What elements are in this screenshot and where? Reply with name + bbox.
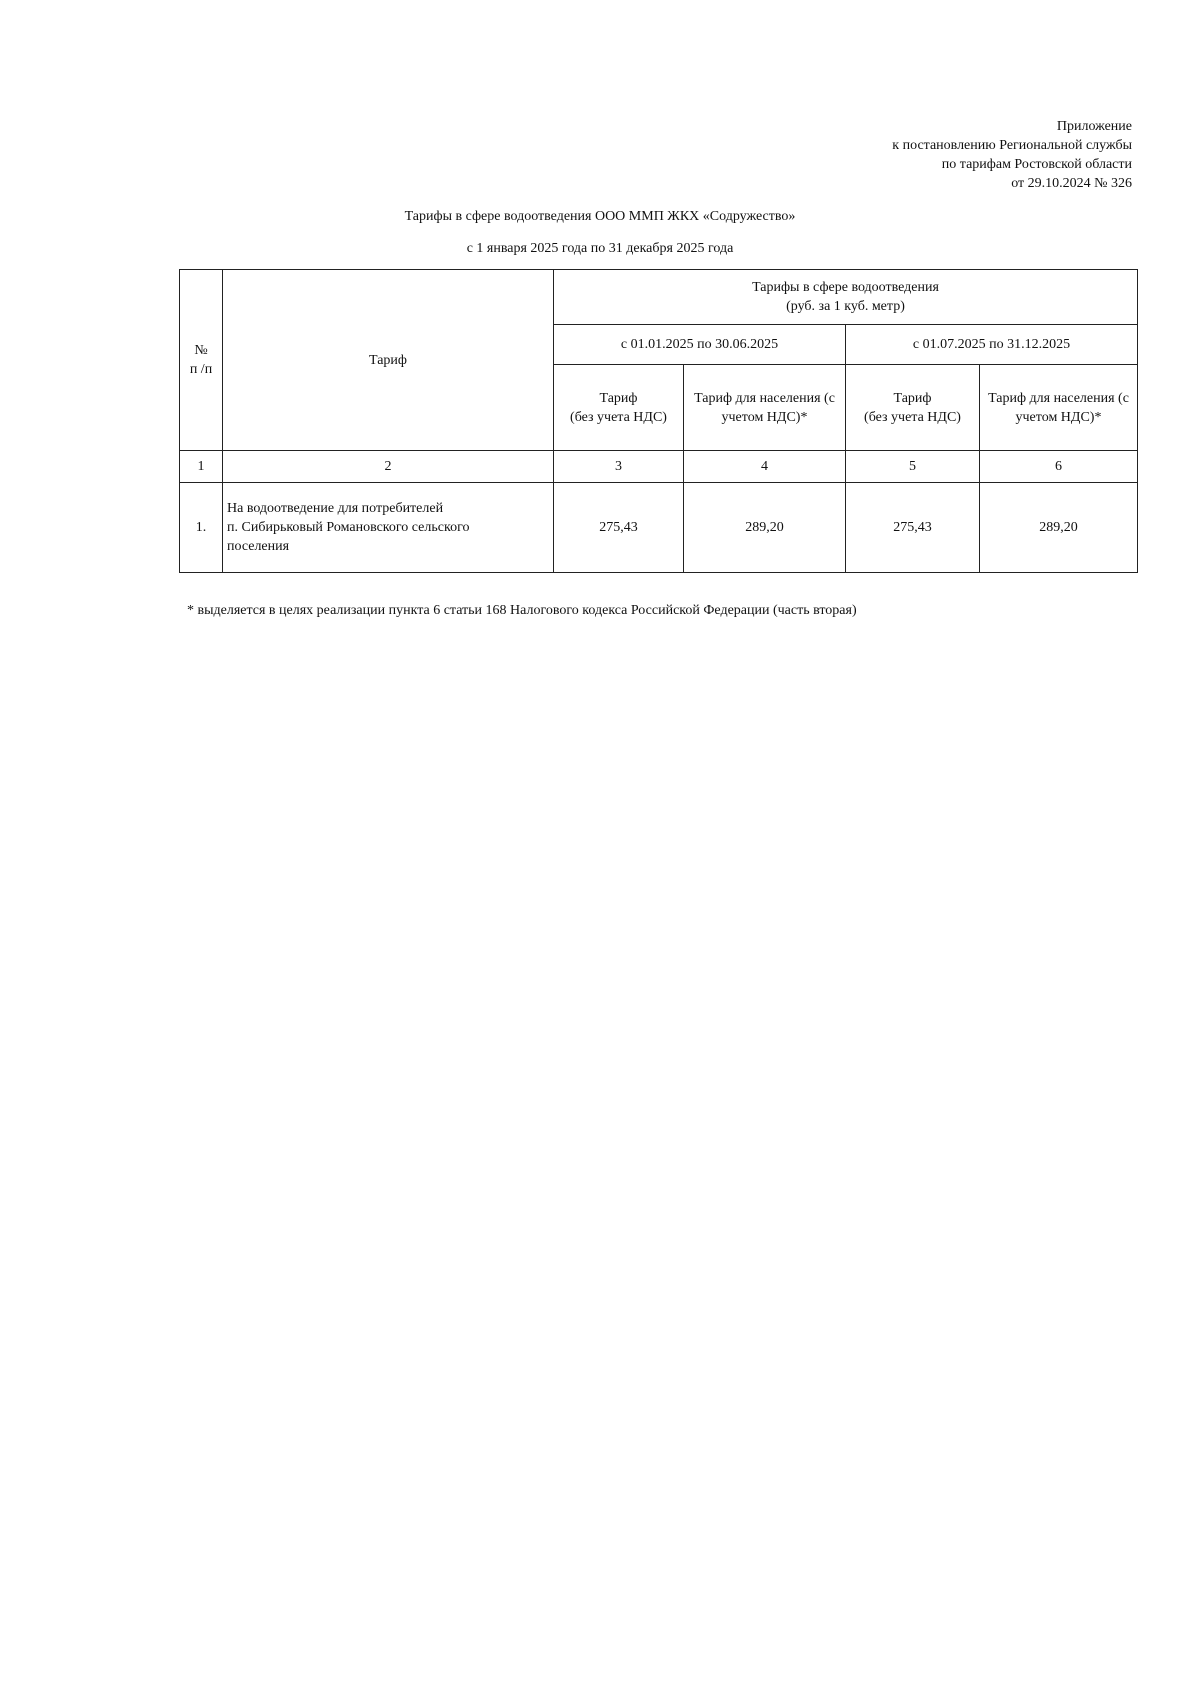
- column-number-row: [180, 451, 1138, 483]
- column-number: 2: [223, 451, 554, 483]
- header-group: [554, 270, 1138, 325]
- row-value-population-p1: 289,20: [684, 483, 846, 573]
- header-tariff: Тариф: [223, 270, 554, 451]
- column-number: 6: [980, 451, 1138, 483]
- header-sub-2: Тариф для населения (с учетом НДС)*: [684, 365, 846, 451]
- header-sub-3: Тариф (без учета НДС): [846, 365, 980, 451]
- row-number: 1.: [180, 483, 223, 573]
- column-number: 5: [846, 451, 980, 483]
- document-title: Тарифы в сфере водоотведения ООО ММП ЖКХ «Содружество»: [404, 209, 796, 224]
- appendix-authority: по тарифам Ростовской области: [941, 157, 1132, 172]
- tariff-table: [179, 269, 1138, 573]
- appendix-header: [892, 117, 1132, 193]
- header-period-1: с 01.01.2025 по 30.06.2025: [554, 325, 846, 365]
- footnote: * выделяется в целях реализации пункта 6 статьи 168 Налогового кодекса Российской Федерации (часть вторая): [187, 603, 857, 618]
- document-period: с 1 января 2025 года по 31 декабря 2025 года: [466, 241, 734, 256]
- appendix-resolution: к постановлению Региональной службы: [892, 138, 1132, 153]
- column-number: 3: [554, 451, 684, 483]
- row-value-population-p2: 289,20: [980, 483, 1138, 573]
- table-row: [180, 483, 1138, 573]
- column-number: 1: [180, 451, 223, 483]
- header-group-units: (руб. за 1 куб. метр): [786, 299, 905, 314]
- appendix-label: Приложение: [1056, 119, 1132, 134]
- appendix-date-number: от 29.10.2024 № 326: [1011, 176, 1132, 191]
- header-group-title: Тарифы в сфере водоотведения: [752, 280, 939, 295]
- header-number: № п /п: [180, 270, 223, 451]
- header-period-2: с 01.07.2025 по 31.12.2025: [846, 325, 1138, 365]
- row-value-tariff-p1: 275,43: [554, 483, 684, 573]
- row-description: На водоотведение для потребителей п. Сибирьковый Романовского сельского поселения: [223, 483, 554, 573]
- row-value-tariff-p2: 275,43: [846, 483, 980, 573]
- header-sub-4: Тариф для населения (с учетом НДС)*: [980, 365, 1138, 451]
- column-number: 4: [684, 451, 846, 483]
- header-sub-1: Тариф (без учета НДС): [554, 365, 684, 451]
